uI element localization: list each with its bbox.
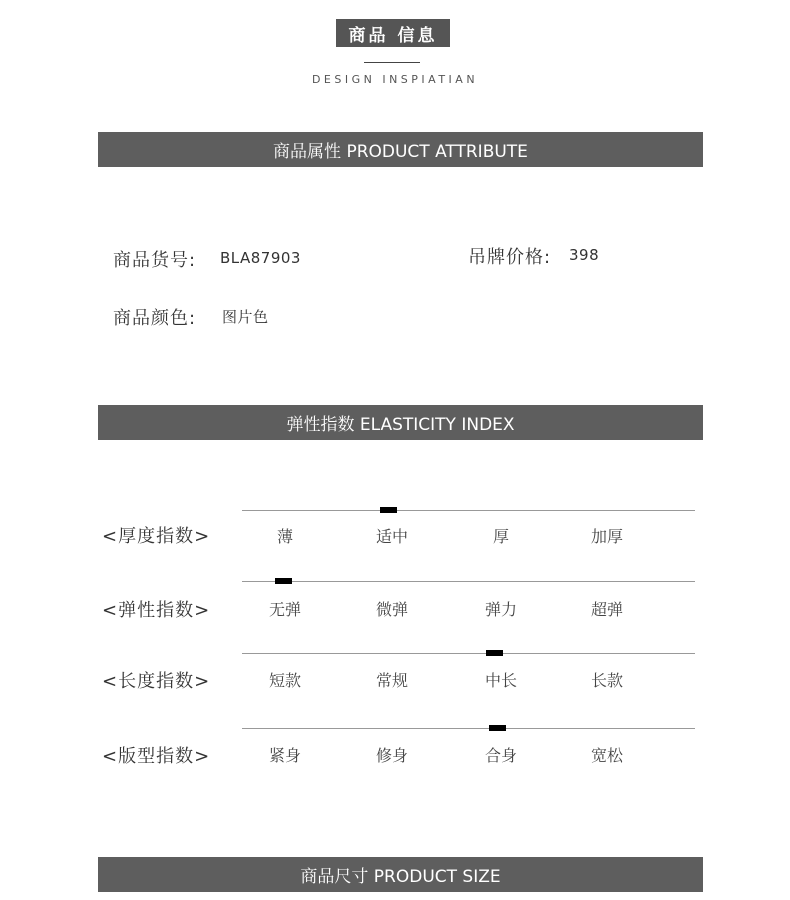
product-size-banner: 商品尺寸 PRODUCT SIZE [98, 857, 703, 892]
index-selected-marker [489, 725, 506, 731]
item-no-value: BLA87903 [220, 249, 301, 267]
price-value: 398 [569, 246, 600, 264]
design-subtitle: DESIGN INSPIATIAN [311, 73, 479, 86]
index-label: <长度指数> [102, 671, 211, 692]
index-option: 薄 [276, 527, 293, 546]
index-selected-marker [380, 507, 397, 513]
section-title-badge: 商品 信息 [336, 19, 450, 47]
index-option: 长款 [590, 671, 623, 690]
index-option: 无弹 [268, 600, 301, 619]
index-option: 厚 [492, 527, 509, 546]
index-option: 紧身 [268, 746, 301, 765]
index-label: <厚度指数> [102, 526, 211, 547]
index-option: 合身 [484, 746, 517, 765]
index-selected-marker [486, 650, 503, 656]
index-option: 加厚 [590, 527, 623, 546]
index-scale-line [242, 510, 695, 511]
price-label: 吊牌价格: [468, 247, 552, 268]
index-option: 弹力 [484, 600, 517, 619]
color-value: 图片色 [222, 308, 269, 326]
index-scale-line [242, 581, 695, 582]
elasticity-index-banner: 弹性指数 ELASTICITY INDEX [98, 405, 703, 440]
title-underline [364, 62, 420, 63]
index-option: 超弹 [590, 600, 623, 619]
index-option: 常规 [375, 671, 408, 690]
index-option: 微弹 [375, 600, 408, 619]
index-label: <版型指数> [102, 746, 211, 767]
index-option: 修身 [375, 746, 408, 765]
item-no-label: 商品货号: [113, 250, 197, 271]
color-label: 商品颜色: [113, 308, 197, 329]
index-option: 宽松 [590, 746, 623, 765]
index-label: <弹性指数> [102, 600, 211, 621]
index-scale-line [242, 653, 695, 654]
index-scale-line [242, 728, 695, 729]
index-option: 中长 [484, 671, 517, 690]
index-selected-marker [275, 578, 292, 584]
index-option: 短款 [268, 671, 301, 690]
product-attribute-banner: 商品属性 PRODUCT ATTRIBUTE [98, 132, 703, 167]
index-option: 适中 [375, 527, 408, 546]
